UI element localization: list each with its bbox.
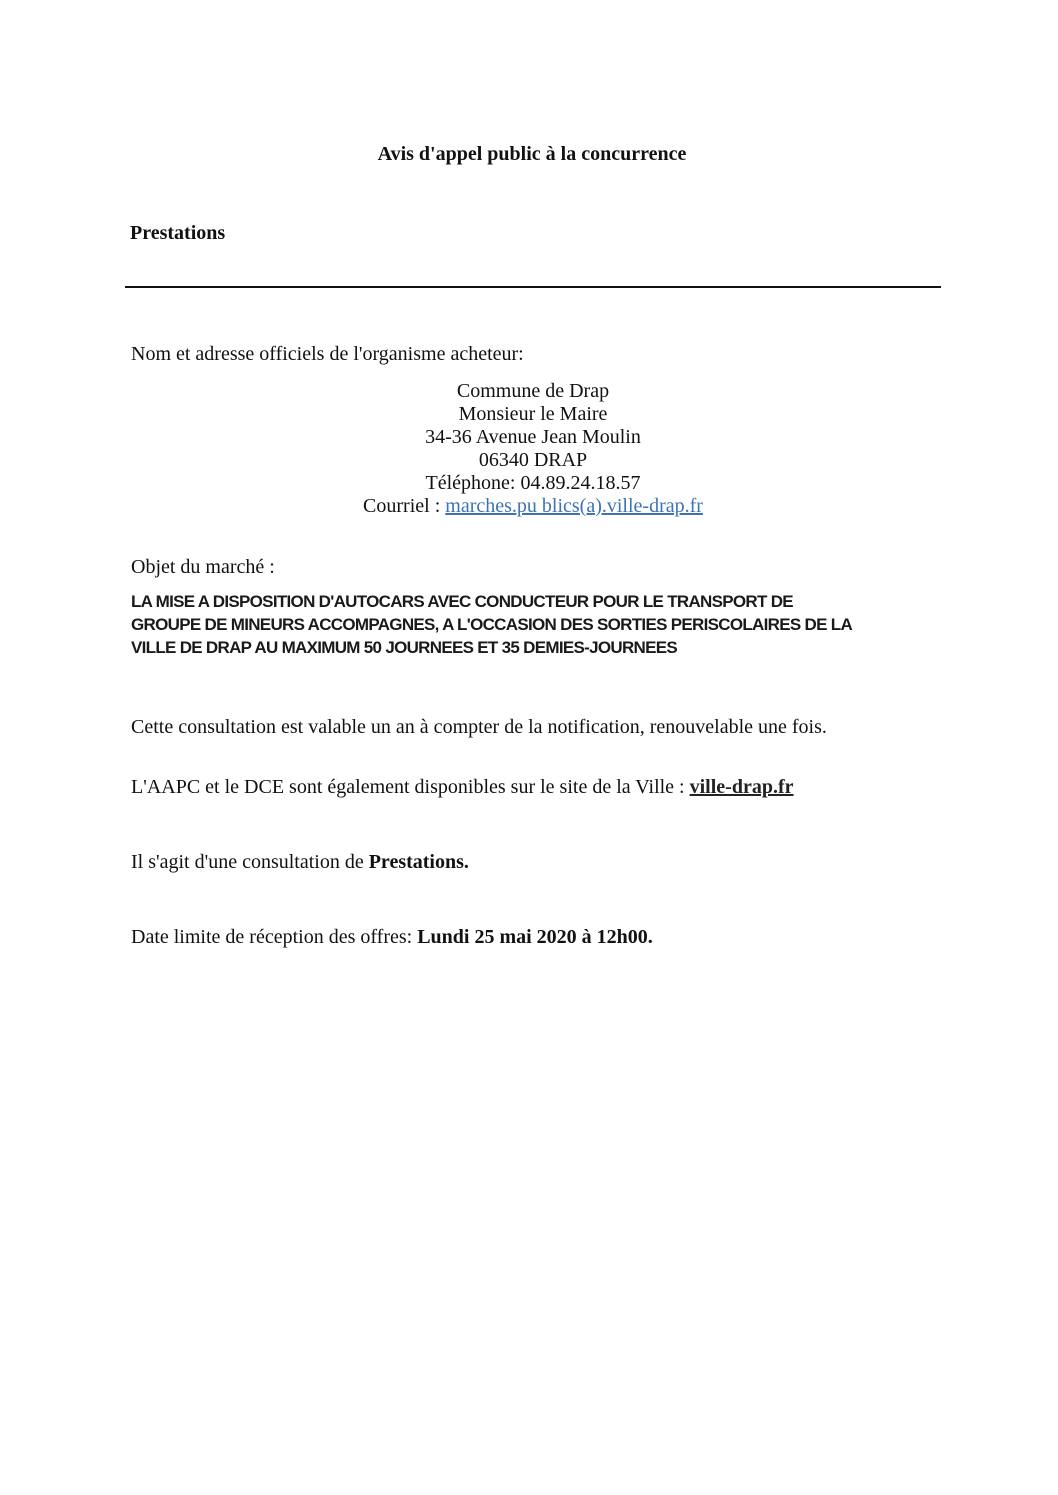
consultation-label: Il s'agit d'une consultation de [131, 851, 364, 873]
availability-label: L'AAPC et le DCE sont également disponibles sur le site de la Ville : [131, 776, 685, 798]
deadline-label: Date limite de réception des offres: [131, 926, 413, 948]
object-line: VILLE DE DRAP AU MAXIMUM 50 JOURNEES ET 35 DEMIES-JOURNEES [131, 638, 678, 657]
email-label: Courriel : [363, 495, 441, 517]
buyer-address [300, 380, 766, 518]
email-link[interactable]: marches.pu blics(a).ville-drap.fr [445, 495, 703, 517]
consultation-type [131, 851, 469, 874]
buyer-contact: Monsieur le Maire [458, 403, 608, 425]
buyer-label: Nom et adresse officiels de l'organisme acheteur: [131, 343, 524, 365]
buyer-email-row [300, 495, 766, 518]
page-title: Avis d'appel public à la concurrence [377, 143, 687, 165]
object-line: GROUPE DE MINEURS ACCOMPAGNES, A L'OCCASION DES SORTIES PERISCOLAIRES DE LA [131, 615, 853, 634]
divider [125, 286, 941, 288]
buyer-street: 34-36 Avenue Jean Moulin [425, 426, 641, 448]
object-description [131, 590, 951, 659]
validity-text: Cette consultation est valable un an à compter de la notification, renouvelable une fois. [131, 716, 827, 738]
category-heading: Prestations [130, 222, 226, 244]
buyer-name: Commune de Drap [456, 380, 610, 402]
deadline-value: Lundi 25 mai 2020 à 12h00. [417, 926, 653, 948]
site-link[interactable]: ville-drap.fr [689, 776, 794, 798]
availability-text [131, 776, 794, 799]
consultation-type-value: Prestations. [368, 851, 469, 873]
buyer-phone: Téléphone: 04.89.24.18.57 [425, 472, 641, 494]
object-line: LA MISE A DISPOSITION D'AUTOCARS AVEC CONDUCTEUR POUR LE TRANSPORT DE [131, 592, 793, 611]
buyer-city: 06340 DRAP [478, 449, 588, 471]
deadline [131, 926, 653, 949]
object-label: Objet du marché : [131, 556, 275, 578]
